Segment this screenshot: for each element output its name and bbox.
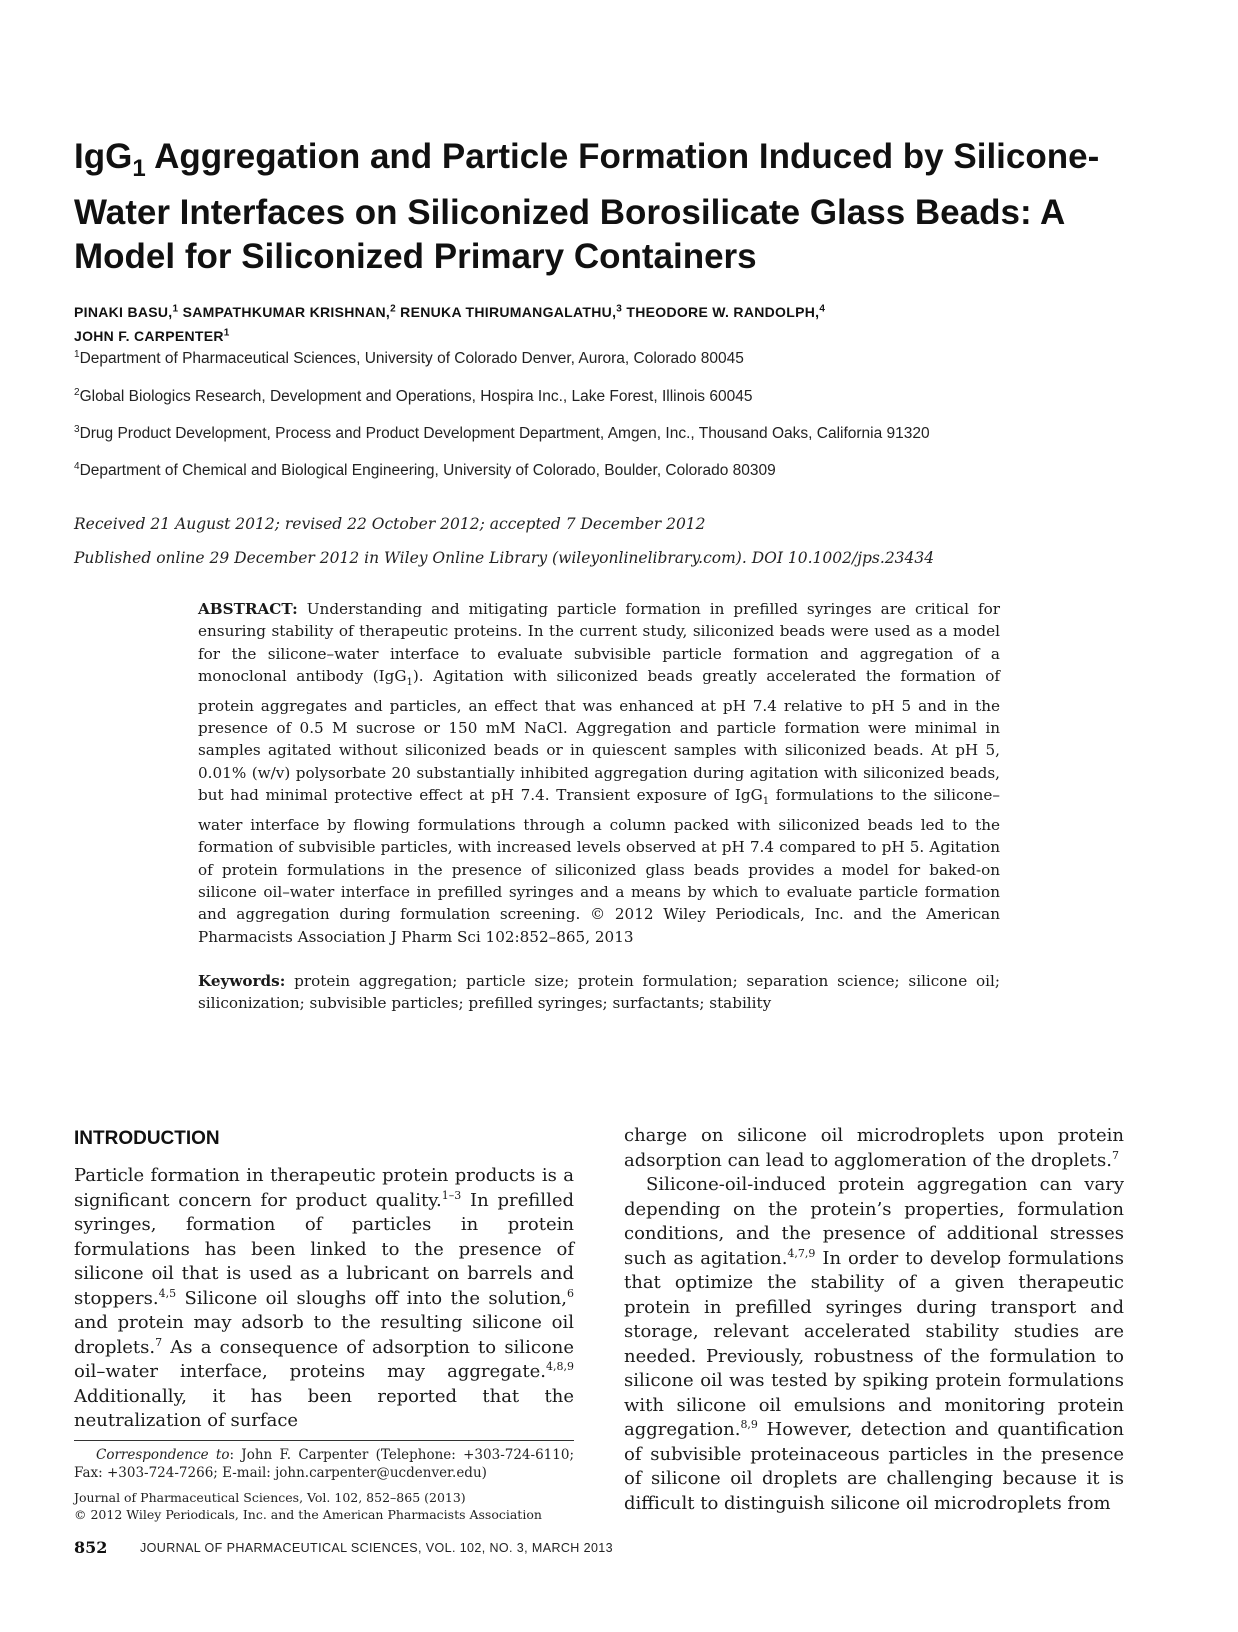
affiliation: $^1$Department of Pharmaceutical Sciences, University of Colorado Denver, Aurora, Colorado 80045 xyxy=(74,349,744,368)
author-list xyxy=(74,298,1114,347)
abstract: ABSTRACT: Understanding and mitigating particle formation in prefilled syringes are critical for ensuring stability of therapeutic proteins. In the current study, siliconized beads were used as a model for the silicone–water interface to evaluate subvisible particle formation and aggregation of a monoclonal antibody (IgG$_1$). Agitation with siliconized beads greatly accelerated the formation of protein aggregates and particles, an effect that was enhanced at pH 7.4 relative to pH 5 and in the presence of 0.5 M sucrose or 150 mM NaCl. Aggregation and particle formation were minimal in samples agitated without siliconized beads or in quiescent samples with siliconized beads. At pH 5, 0.01% (w/v) polysorbate 20 substantially inhibited aggregation during agitation with siliconized beads, but had minimal protective effect at pH 7.4. Transient exposure of IgG$_1$ formulations to the silicone–water interface by flowing formulations through a column packed with siliconized beads led to the formation of subvisible particles, with increased levels observed at pH 7.4 compared to pH 5. Agitation of protein formulations in the presence of siliconized glass beads provides a model for baked-on silicone oil–water interface in prefilled syringes and a means by which to evaluate particle formation and aggregation during formulation screening. © 2012 Wiley Periodicals, Inc. and the American Pharmacists Association J Pharm Sci 102:852–865, 2013 xyxy=(198,600,1000,946)
title-prefix: IgG xyxy=(74,137,133,176)
title-rest: Aggregation and Particle Formation Induced by Silicone-Water Interfaces on Siliconized Borosilicate Glass Beads: A Model for Siliconized Primary Containers xyxy=(74,137,1100,276)
correspondence-footnote: Correspondence to: John F. Carpenter (Telephone: +303-724-6110; Fax: +303-724-7266; E-mail: john.carpenter@ucdenver.edu) xyxy=(74,1447,574,1481)
received-dates: Received 21 August 2012; revised 22 October 2012; accepted 7 December 2012 xyxy=(74,515,706,533)
page-number: 852 xyxy=(74,1538,108,1557)
intro-left-column xyxy=(74,1164,574,1434)
journal-citation: Journal of Pharmaceutical Sciences, Vol. 102, 852–865 (2013) xyxy=(74,1490,466,1505)
running-footer: JOURNAL OF PHARMACEUTICAL SCIENCES, VOL. 102, NO. 3, MARCH 2013 xyxy=(140,1541,614,1555)
intro-right-column xyxy=(624,1124,1124,1516)
author: RENUKA THIRUMANGALATHU,$^3$ xyxy=(400,303,623,320)
affiliation: $^4$Department of Chemical and Biological Engineering, University of Colorado, Boulder, Colorado 80309 xyxy=(74,461,776,480)
author: THEODORE W. RANDOLPH,$^4$ xyxy=(626,303,826,320)
section-heading: INTRODUCTION xyxy=(74,1128,220,1149)
title-subscript: 1 xyxy=(132,155,146,182)
paragraph: Particle formation in therapeutic protein products is a significant concern for product quality.$^{1-3}$ In prefilled syringes, formation of particles in protein formulations has been linked to the presence of silicone oil that is used as a lubricant on barrels and stoppers.$^{4,5}$ Silicone oil sloughs off into the solution,$^6$ and protein may adsorb to the resulting silicone oil droplets.$^7$ As a consequence of adsorption to silicone oil–water interface, proteins may aggregate.$^{4,8,9}$ Additionally, it has been reported that the neutralization of surface xyxy=(74,1165,575,1431)
footnote-divider xyxy=(74,1440,574,1441)
keywords: Keywords: protein aggregation; particle size; protein formulation; separation science; silicone oil; siliconization; subvisible particles; prefilled syringes; surfactants; stability xyxy=(198,972,1000,1013)
author: SAMPATHKUMAR KRISHNAN,$^2$ xyxy=(182,303,396,320)
keywords-label: Keywords: xyxy=(198,972,286,990)
affiliation: $^2$Global Biologics Research, Development and Operations, Hospira Inc., Lake Forest, Illinois 60045 xyxy=(74,387,753,406)
author: JOHN F. CARPENTER$^1$ xyxy=(74,327,230,345)
author: PINAKI BASU,$^1$ xyxy=(74,303,179,320)
paragraph: charge on silicone oil microdroplets upon protein adsorption can lead to agglomeration of the droplets.$^7$ xyxy=(624,1125,1124,1171)
affiliation: $^3$Drug Product Development, Process and Product Development Department, Amgen, Inc., Thousand Oaks, California 91320 xyxy=(74,424,930,443)
article-title xyxy=(74,135,1114,279)
abstract-label: ABSTRACT: xyxy=(198,600,298,618)
copyright-notice: © 2012 Wiley Periodicals, Inc. and the American Pharmacists Association xyxy=(74,1507,542,1522)
paragraph: Silicone-oil-induced protein aggregation can vary depending on the protein’s properties, formulation conditions, and the presence of additional stresses such as agitation.$^{4,7,9}$ In order to develop formulations that optimize the stability of a given therapeutic protein in prefilled syringes during transport and storage, relevant accelerated stability studies are needed. Previously, robustness of the formulation to silicone oil was tested by spiking protein formulations with silicone oil emulsions and monitoring protein aggregation.$^{8,9}$ However, detection and quantification of subvisible proteinaceous particles in the presence of silicone oil droplets are challenging because it is difficult to distinguish silicone oil microdroplets from xyxy=(624,1174,1124,1514)
published-line: Published online 29 December 2012 in Wiley Online Library (wileyonlinelibrary.com). DOI 10.1002/jps.23434 xyxy=(74,549,935,567)
